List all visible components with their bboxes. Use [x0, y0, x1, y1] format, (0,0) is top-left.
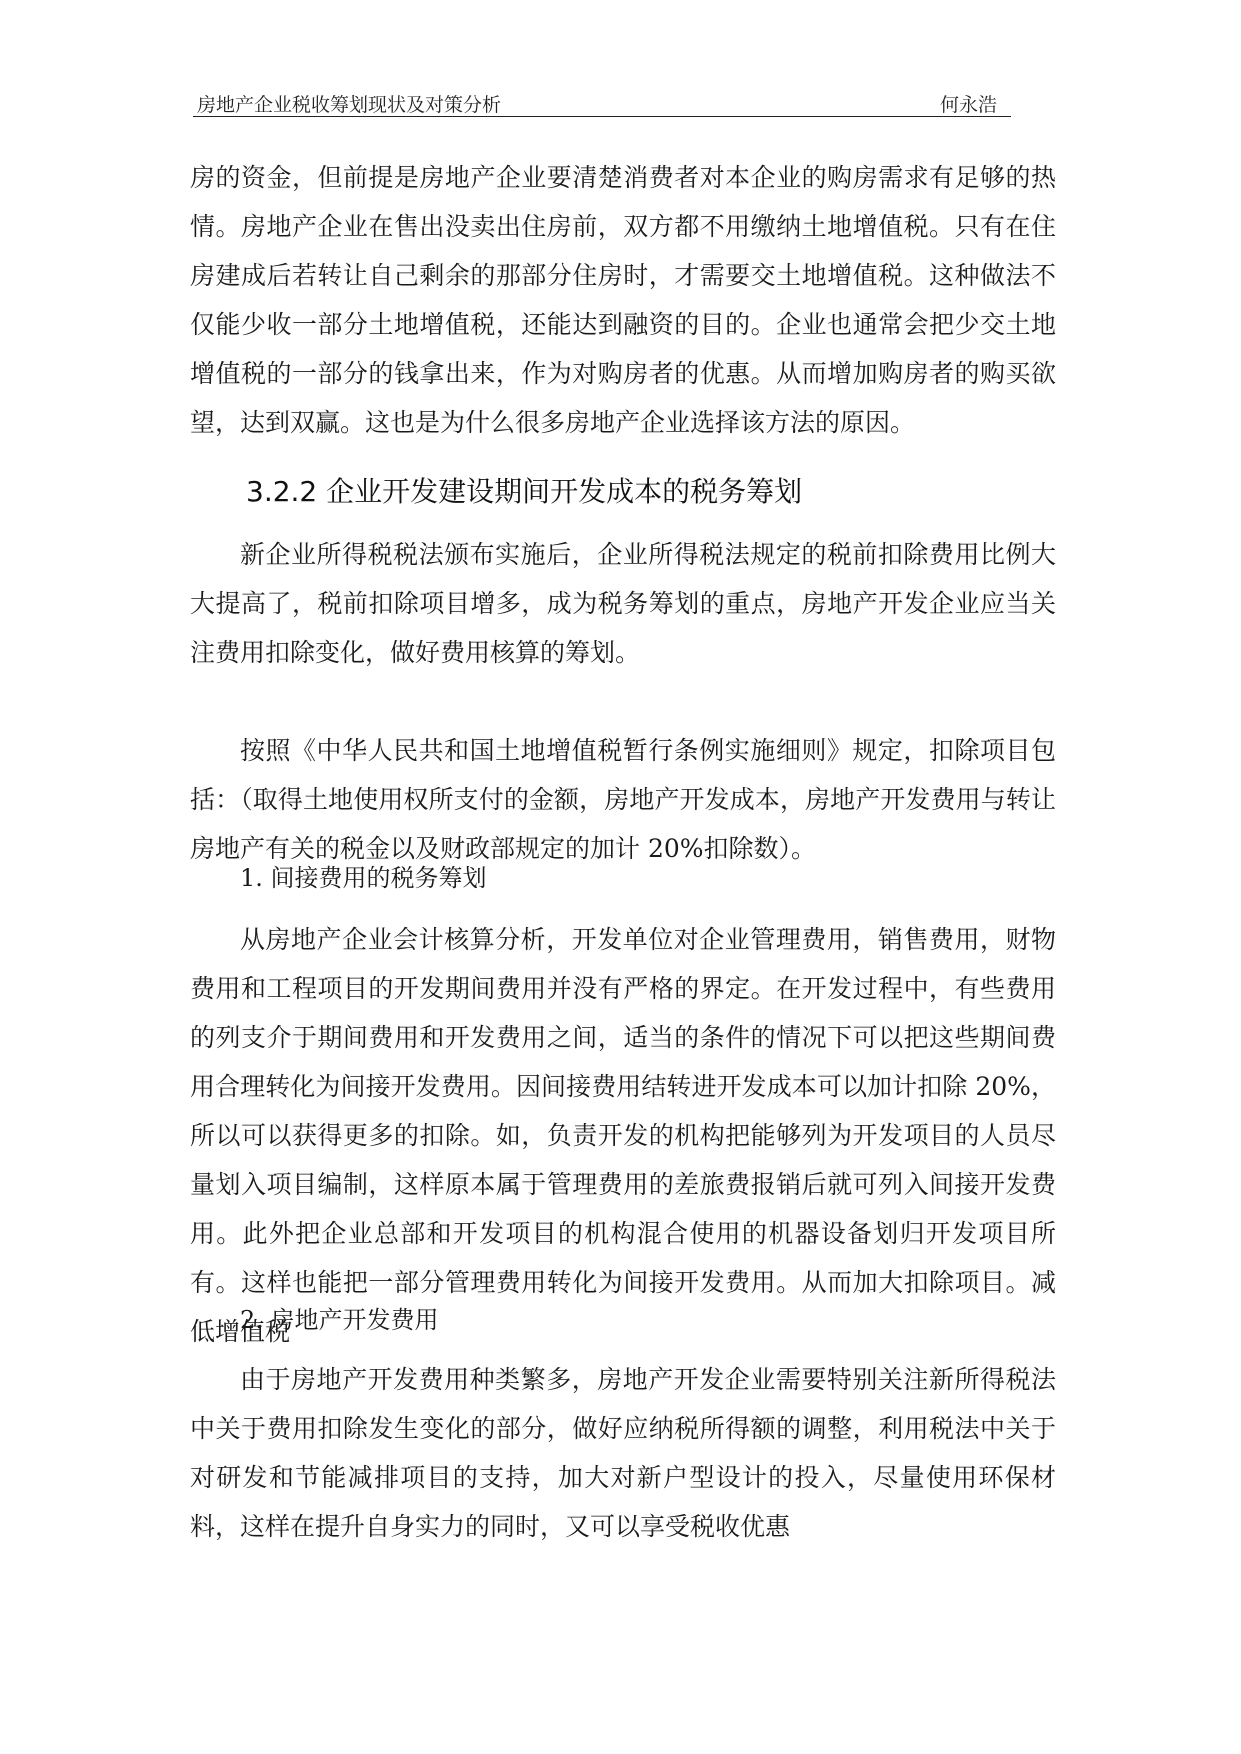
item-title-indirect-costs: 1. 间接费用的税务筹划: [240, 864, 487, 892]
paragraph-indirect-costs: 从房地产企业会计核算分析，开发单位对企业管理费用，销售费用，财物费用和工程项目的开发期间费用并没有严格的界定。在开发过程中，有些费用的列支介于期间费用和开发费用之间，适当的条件的情况下可以把这些期间费用合理转化为间接开发费用。因间接费用结转进开发成本可以加计扣除 20%，所以可以获得更多的扣除。如，负责开发的机构把能够列为开发项目的人员尽量划入项目编制，这样原本属于管理费用的差旅费报销后就可列入间接开发费用。此外把企业总部和开发项目的机构混合使用的机器设备划归开发项目所有。这样也能把一部分管理费用转化为间接开发费用。从而加大扣除项目。减低增值税: [190, 925, 1056, 1346]
paragraph-intro: 新企业所得税税法颁布实施后，企业所得税法规定的税前扣除费用比例大大提高了，税前扣除项目增多，成为税务筹划的重点，房地产开发企业应当关注费用扣除变化，做好费用核算的筹划。: [190, 540, 1056, 667]
running-header: [193, 86, 1011, 117]
header-author: 何永浩: [939, 94, 997, 116]
header-title: 房地产企业税收筹划现状及对策分析: [197, 94, 502, 116]
paragraph-continued: 房的资金，但前提是房地产企业要清楚消费者对本企业的购房需求有足够的热情。房地产企业在售出没卖出住房前，双方都不用缴纳土地增值税。只有在住房建成后若转让自己剩余的那部分住房时，才需要交土地增值税。这种做法不仅能少收一部分土地增值税，还能达到融资的目的。企业也通常会把少交土地增值税的一部分的钱拿出来，作为对购房者的优惠。从而增加购房者的购买欲望，达到双赢。这也是为什么很多房地产企业选择该方法的原因。: [190, 163, 1056, 437]
section-heading: 3.2.2 企业开发建设期间开发成本的税务筹划: [246, 475, 803, 508]
paragraph-rules: 按照《中华人民共和国土地增值税暂行条例实施细则》规定，扣除项目包括：（取得土地使用权所支付的金额，房地产开发成本，房地产开发费用与转让房地产有关的税金以及财政部规定的加计 20%扣除数）。: [190, 736, 1056, 863]
item-title-development-costs: 2. 房地产开发费用: [240, 1306, 439, 1334]
paragraph-development-costs: 由于房地产开发费用种类繁多，房地产开发企业需要特别关注新所得税法中关于费用扣除发生变化的部分，做好应纳税所得额的调整，利用税法中关于对研发和节能减排项目的支持，加大对新户型设计的投入，尽量使用环保材料，这样在提升自身实力的同时，又可以享受税收优惠: [190, 1365, 1056, 1541]
